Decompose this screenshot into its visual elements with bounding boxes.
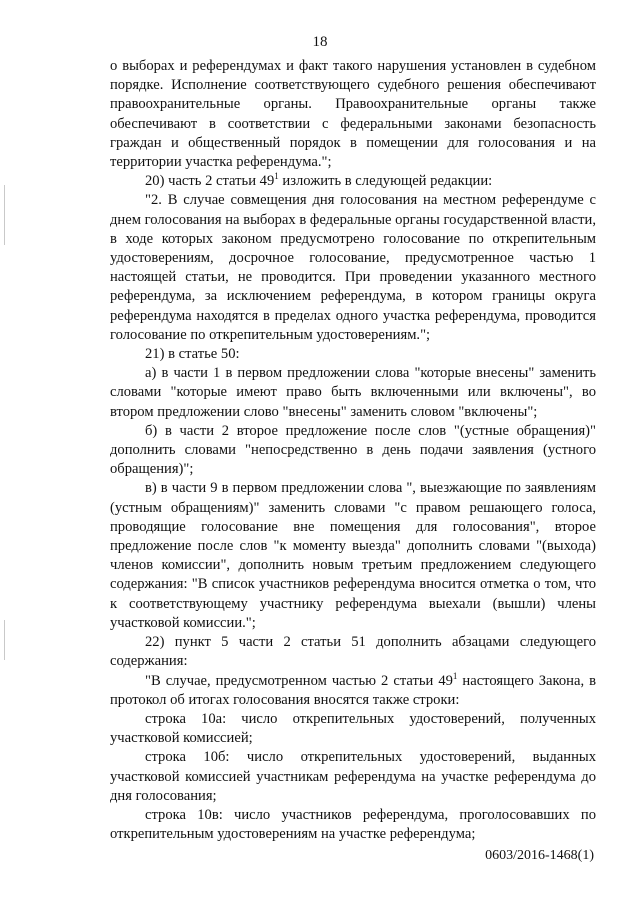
paragraph bbox=[110, 672, 596, 710]
paragraph-text: "2. В случае совмещения дня голосования на местном референдуме с днем голосования на выборах в федеральные органы государственной власти, в ходе которых законом предусмотрено голосование по открепительным удостоверениям, досрочное голосование, предусмотренное частью 1 настоящей статьи, не проводится. При проведении указанного местного референдума, за исключением референдума, в котором границы округа референдума находятся в пределах одного участка референдума, проводится голосование по открепительным удостоверениям."; bbox=[110, 192, 596, 343]
paragraph bbox=[110, 748, 596, 806]
scan-edge-mark bbox=[4, 185, 5, 245]
page-number: 18 bbox=[312, 34, 328, 50]
paragraph bbox=[110, 633, 596, 671]
paragraph bbox=[110, 710, 596, 748]
paragraph bbox=[110, 172, 596, 191]
paragraph bbox=[110, 364, 596, 422]
paragraph-text: б) в части 2 второе предложение после слов "(устные обращения)" дополнить словами "непосредственно в день подачи заявления (устного обращения)"; bbox=[110, 422, 596, 478]
document-code: 0603/2016-1468(1) bbox=[485, 848, 594, 863]
paragraph-text: настоящего Закона, в протокол об итогах голосования вносятся также строки: bbox=[110, 672, 596, 708]
paragraph-text: строка 10б: число открепительных удостоверений, выданных участковой комиссией участникам референдума на участке референдума до дня голосования; bbox=[110, 749, 596, 804]
paragraph-text: строка 10а: число открепительных удостоверений, полученных участковой комиссией; bbox=[110, 710, 596, 747]
superscript: 1 bbox=[274, 171, 279, 182]
paragraph bbox=[110, 191, 596, 345]
paragraph-text: а) в части 1 в первом предложении слова "которые внесены" заменить словами "которые имеют право быть включенными или включены", во втором предложении слово "внесены" заменить словом "включены"; bbox=[110, 365, 596, 420]
paragraph-text: строка 10в: число участников референдума, проголосовавших по открепительным удостоверениям на участке референдума; bbox=[110, 806, 596, 843]
document-body bbox=[110, 57, 596, 844]
paragraph bbox=[110, 345, 596, 364]
paragraph-text: "В случае, предусмотренном частью 2 статьи 49 bbox=[145, 672, 453, 689]
paragraph bbox=[110, 479, 596, 633]
superscript: 1 bbox=[452, 670, 458, 681]
scan-edge-mark bbox=[4, 620, 5, 660]
paragraph-text: изложить в следующей редакции: bbox=[278, 173, 493, 190]
paragraph-text: в) в части 9 в первом предложении слова ", выезжающие по заявлениям (устным обращениям)" заменить словами "с правом решающего голоса, проводящие голосование вне помещения для голосования", второе предложение после слов "к моменту выезда" дополнить словами "(выхода) членов комиссии", дополнить новым третьим предложением следующего содержания: "В список участников референдума вносится отметка о том, что к соответствующему участнику референдума выехали (вышли) члены участковой комиссии."; bbox=[110, 480, 596, 631]
paragraph-text: 21) в статье 50: bbox=[145, 346, 240, 363]
paragraph-text: 22) пункт 5 части 2 статьи 51 дополнить абзацами следующего содержания: bbox=[110, 634, 596, 670]
paragraph bbox=[110, 806, 596, 844]
paragraph bbox=[110, 422, 596, 480]
paragraph-text: о выборах и референдумах и факт такого нарушения установлен в судебном порядке. Исполнение соответствующего судебного решения обеспечивают правоохранительные органы. Правоохранительные органы также обеспечивают в соответствии с федеральными законами безопасность граждан и общественный порядок в помещении для голосования и на территории участка референдума."; bbox=[110, 58, 596, 171]
paragraph bbox=[110, 57, 596, 172]
paragraph-text: 20) часть 2 статьи 49 bbox=[145, 173, 275, 190]
